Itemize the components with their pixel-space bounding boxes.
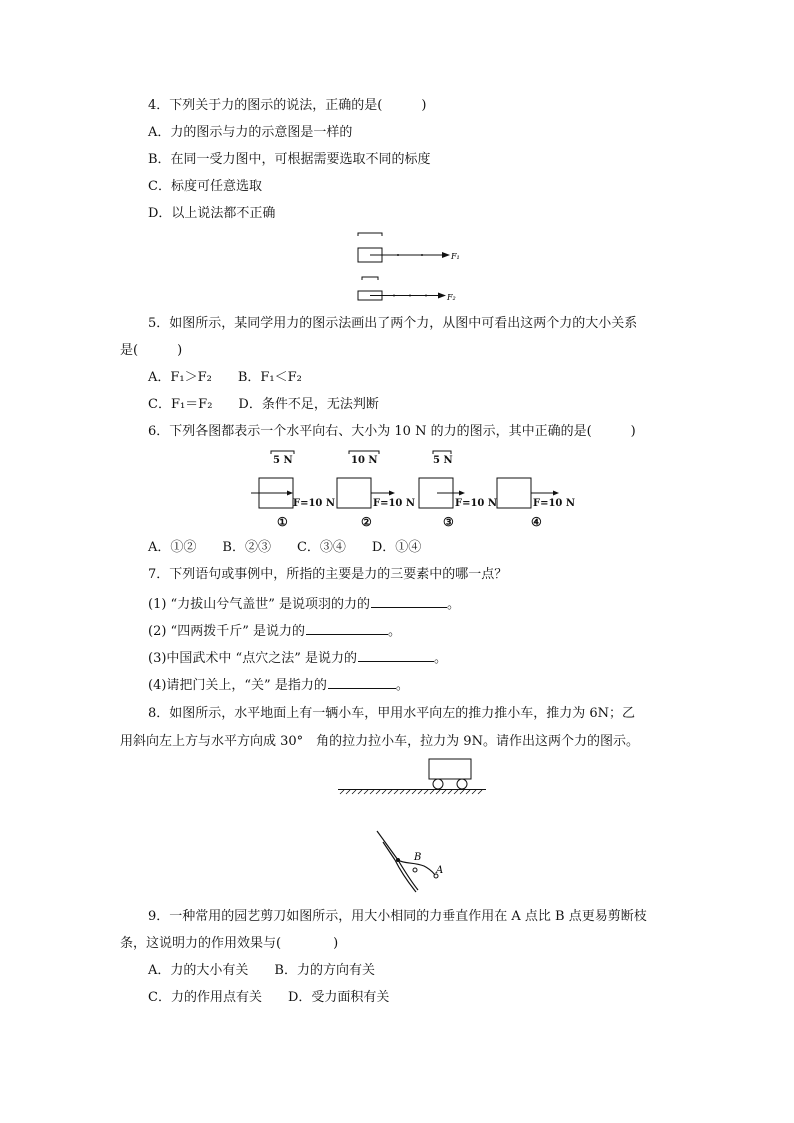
q6-force-figures (245, 448, 585, 538)
q5-stem-line1: 5．如图所示，某同学用力的图示法画出了两个力，从图中可看出这两个力的大小关系 (148, 316, 638, 331)
q6-scale-3: 5 N (433, 455, 453, 466)
q7-item-2-text: (2) “四两拨千斤” 是说力的 (148, 624, 305, 639)
q9-options-ab: A．力的大小有关 B．力的方向有关 (148, 963, 375, 978)
q5-label-f1: F₁ (451, 252, 460, 261)
q8-stem-line2: 用斜向左上方与水平方向成 30° 角的拉力拉小车，拉力为 9N。请作出这两个力的图示。 (120, 734, 639, 749)
q4-stem: 4．下列关于力的图示的说法，正确的是( ) (148, 98, 427, 113)
q7-answer-blank-2[interactable] (306, 620, 388, 635)
q4-option-c: C．标度可任意选取 (148, 179, 262, 194)
q7-item-3-text: (3)中国武术中 “点穴之法” 是说力的 (148, 651, 357, 666)
q6-scale-1: 5 N (273, 455, 293, 466)
q9-label-b: B (414, 852, 422, 863)
q6-fig-num-4: ④ (531, 515, 542, 529)
q4-option-a: A．力的图示与力的示意图是一样的 (148, 125, 353, 140)
q5-label-f2: F₂ (447, 293, 456, 302)
q5-force-figure (350, 228, 470, 308)
ground-hatching (340, 790, 482, 794)
q8-cart-figure (338, 755, 488, 800)
q9-options-cd: C．力的作用点有关 D．受力面积有关 (148, 990, 390, 1005)
q7-item-4: (4)请把门关上，“关” 是指力的 。 (148, 674, 409, 695)
q7-item-3: (3)中国武术中 “点穴之法” 是说力的 。 (148, 647, 447, 668)
q6-fig-num-2: ② (361, 515, 372, 529)
q4-option-d: D．以上说法都不正确 (148, 206, 276, 221)
q7-item-2: (2) “四两拨千斤” 是说力的 。 (148, 620, 401, 641)
q9-shears-figure (370, 826, 460, 901)
q7-answer-blank-1[interactable] (371, 593, 447, 608)
q7-answer-blank-3[interactable] (358, 647, 434, 662)
q5-stem-line2: 是( ) (120, 343, 183, 358)
q8-stem-line1: 8．如图所示，水平地面上有一辆小车，甲用水平向左的推力推小车，推力为 6N；乙 (148, 706, 636, 721)
q7-answer-blank-4[interactable] (328, 674, 396, 689)
q7-item-4-text: (4)请把门关上，“关” 是指力的 (148, 678, 327, 693)
q9-stem-line2: 条，这说明力的作用效果与( ) (120, 936, 339, 951)
q9-stem-line1: 9．一种常用的园艺剪刀如图所示，用大小相同的力垂直作用在 A 点比 B 点更易剪断枝 (148, 909, 647, 924)
q6-force-label-2: F=10 N (373, 498, 416, 509)
q6-fig-num-3: ③ (443, 515, 454, 529)
q6-stem: 6．下列各图都表示一个水平向右、大小为 10 N 的力的图示，其中正确的是( ) (148, 424, 636, 439)
q5-options-cd: C．F₁＝F₂ D．条件不足，无法判断 (148, 397, 379, 412)
q7-item-1-text: (1) “力拔山兮气盖世” 是说项羽的力的 (148, 597, 370, 612)
q7-item-1: (1) “力拔山兮气盖世” 是说项羽的力的 。 (148, 593, 460, 614)
q6-force-label-3: F=10 N (455, 498, 498, 509)
q6-force-label-1: F=10 N (293, 498, 336, 509)
q6-options: A．①② B．②③ C．③④ D．①④ (148, 540, 422, 555)
q4-option-b: B．在同一受力图中，可根据需要选取不同的标度 (148, 152, 431, 167)
q5-options-ab: A．F₁＞F₂ B．F₁＜F₂ (148, 370, 302, 385)
q6-scale-2: 10 N (351, 455, 378, 466)
q9-label-a: A (436, 865, 444, 876)
q7-stem: 7．下列语句或事例中，所指的主要是力的三要素中的哪一点？ (148, 567, 508, 582)
q6-force-label-4: F=10 N (533, 498, 576, 509)
q6-fig-num-1: ① (277, 515, 288, 529)
